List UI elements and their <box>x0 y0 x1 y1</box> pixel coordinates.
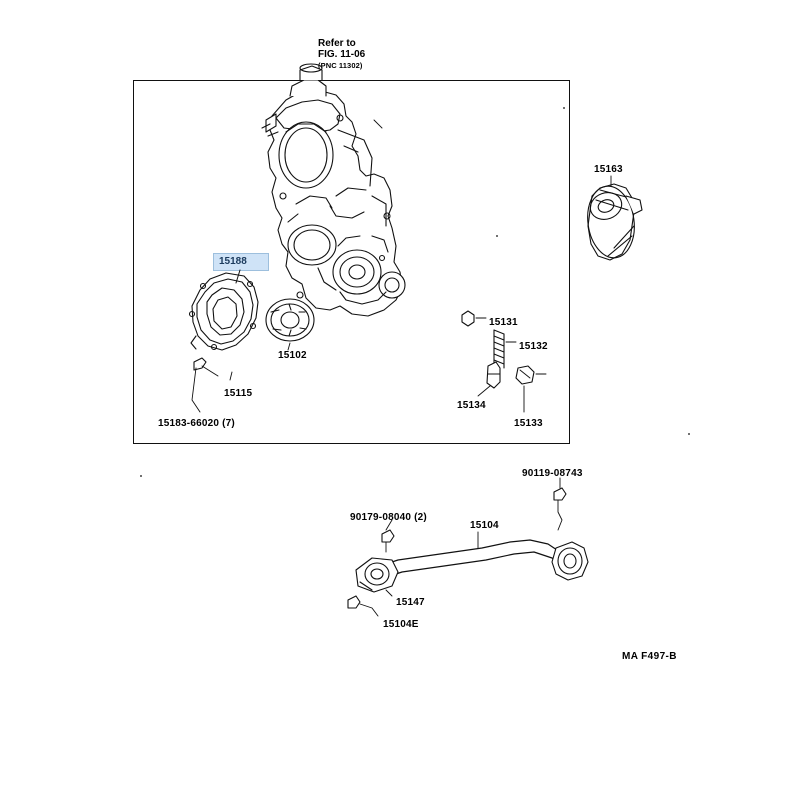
label-15104E: 15104E <box>383 619 419 630</box>
label-15183-66020: 15183-66020 (7) <box>158 418 235 429</box>
label-15147: 15147 <box>396 597 425 608</box>
label-15163: 15163 <box>594 164 623 175</box>
reference-note-line1: Refer to <box>318 38 356 49</box>
highlight-15188-label: 15188 <box>219 256 247 267</box>
reference-note-line3: (PNC 11302) <box>318 61 363 70</box>
label-90179-08040: 90179-08040 (2) <box>350 512 427 523</box>
label-15115: 15115 <box>224 388 253 399</box>
label-15131: 15131 <box>489 317 518 328</box>
label-15133: 15133 <box>514 418 543 429</box>
label-15134: 15134 <box>457 400 486 411</box>
reference-note-line2: FIG. 11-06 <box>318 49 366 60</box>
label-15104: 15104 <box>470 520 499 531</box>
label-90119-08743: 90119-08743 <box>522 468 583 479</box>
label-15102: 15102 <box>278 350 307 361</box>
drawing-code: MA F497-B <box>622 651 677 662</box>
label-15132: 15132 <box>519 341 548 352</box>
